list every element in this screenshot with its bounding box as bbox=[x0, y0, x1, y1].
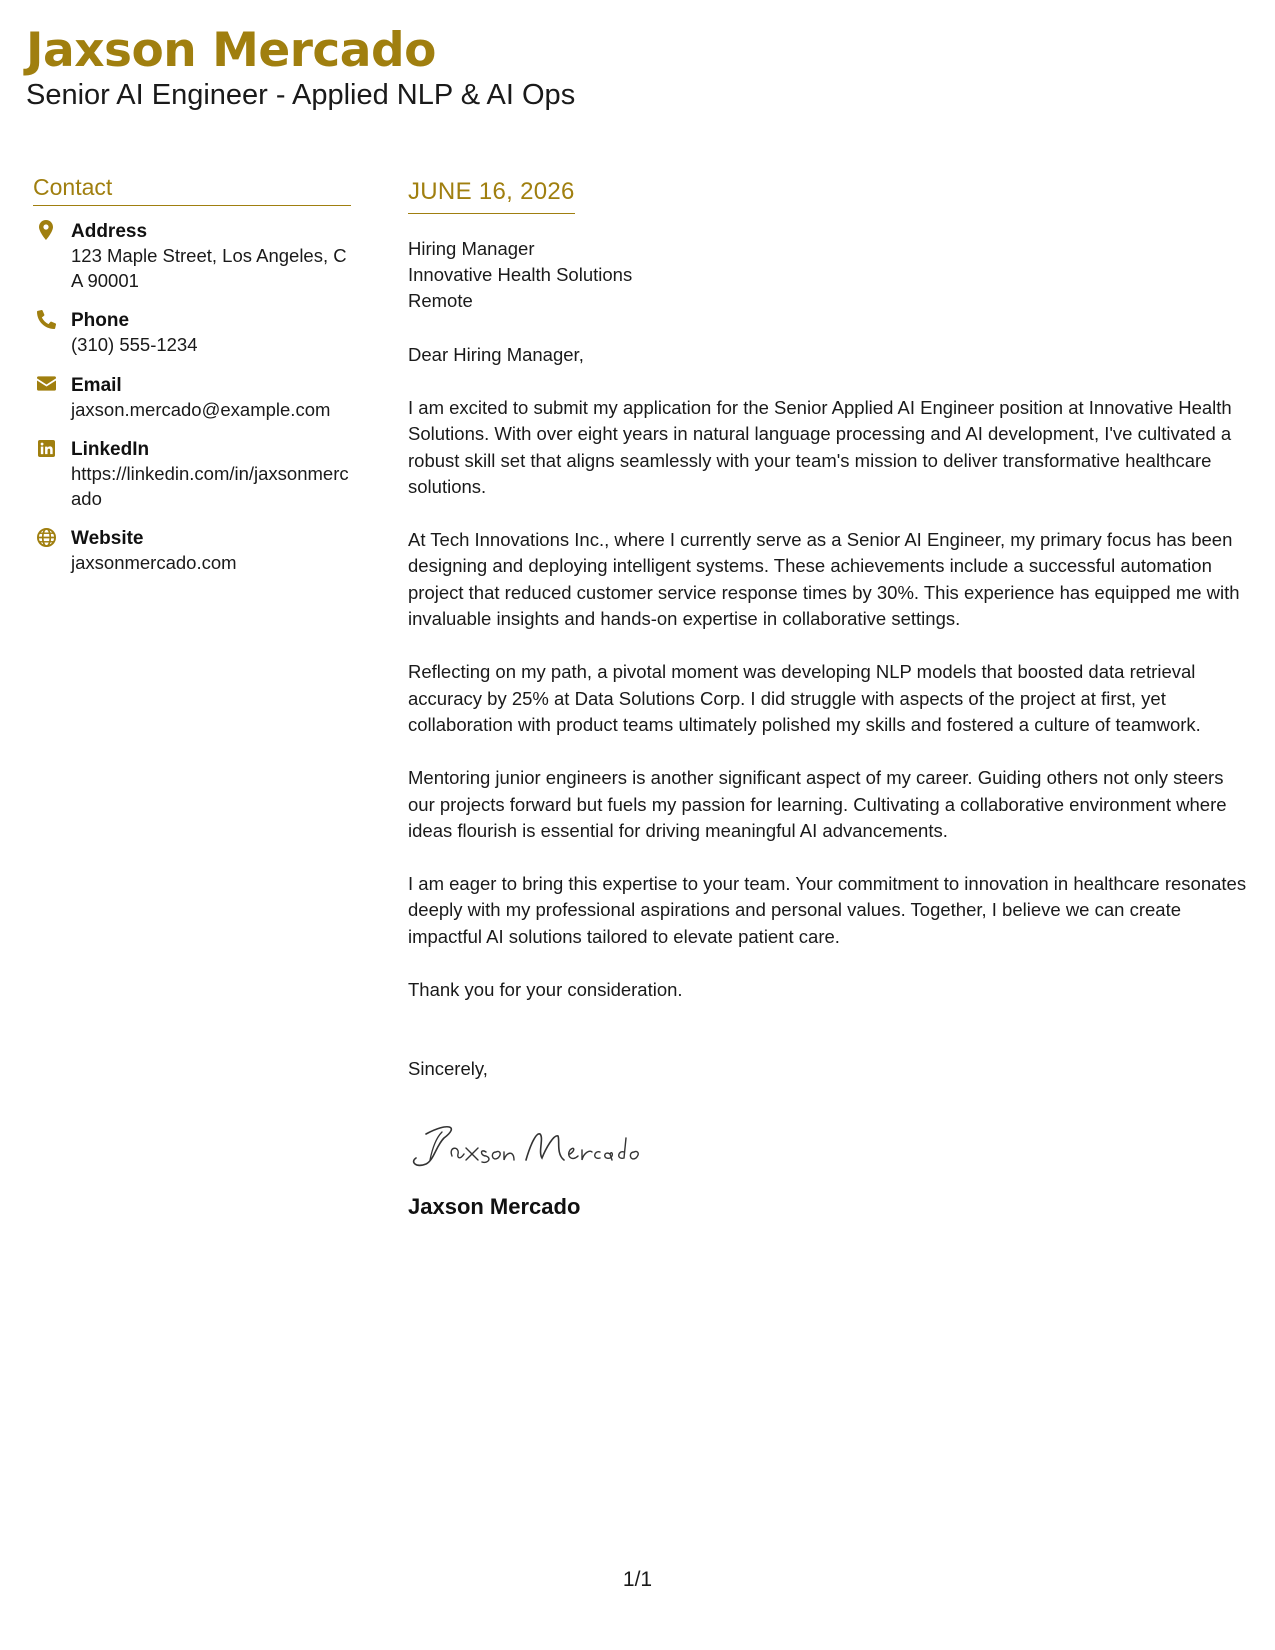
address-value: 123 Maple Street, Los Angeles, CA 90001 bbox=[71, 245, 347, 291]
salutation: Dear Hiring Manager, bbox=[408, 344, 584, 365]
linkedin-value[interactable]: https://linkedin.com/in/jaxsonmercado bbox=[71, 463, 349, 509]
contact-item-phone bbox=[33, 308, 351, 358]
signer-name: Jaxson Mercado bbox=[408, 1194, 581, 1220]
letter-paragraph: Thank you for your consideration. bbox=[408, 979, 683, 1001]
letter-paragraph: Reflecting on my path, a pivotal moment was developing NLP models that boosted data retrieval accuracy by 25% at Data Solutions Corp. I did struggle with aspects of the project at first, yet collaboration with product teams ultimately polished my skills and fostered a culture of teamwork. bbox=[408, 661, 1201, 735]
recipient-line: Innovative Health Solutions bbox=[408, 264, 633, 285]
letter-body bbox=[408, 178, 1253, 1220]
closing: Sincerely, bbox=[408, 1058, 488, 1080]
envelope-icon bbox=[35, 373, 57, 395]
website-label: Website bbox=[71, 528, 144, 549]
contact-item-address bbox=[33, 219, 351, 293]
page-number: 1/1 bbox=[622, 1568, 653, 1591]
website-value[interactable]: jaxsonmercado.com bbox=[71, 552, 237, 573]
recipient-line: Hiring Manager bbox=[408, 238, 535, 259]
map-pin-icon bbox=[35, 219, 57, 241]
applicant-title: Senior AI Engineer - Applied NLP & AI Ops bbox=[26, 79, 576, 111]
contact-item-linkedin bbox=[33, 437, 351, 511]
letter-paragraph: I am excited to submit my application for the Senior Applied AI Engineer position at Innovative Health Solutions. With over eight years in natural language processing and AI development, I've cultivated a robust skill set that aligns seamlessly with your team's mission to deliver transformative healthcare solutions. bbox=[408, 397, 1232, 497]
linkedin-icon bbox=[35, 437, 57, 459]
globe-icon bbox=[35, 526, 57, 548]
phone-value: (310) 555-1234 bbox=[71, 334, 198, 355]
contact-item-email bbox=[33, 373, 351, 423]
contact-sidebar bbox=[33, 174, 351, 591]
email-label: Email bbox=[71, 374, 122, 396]
letter-paragraph: I am eager to bring this expertise to your team. Your commitment to innovation in healthcare resonates deeply with my professional aspirations and personal values. Together, I believe we can create impactful AI solutions tailored to elevate patient care. bbox=[408, 873, 1247, 947]
letter-date: JUNE 16, 2026 bbox=[408, 178, 575, 214]
applicant-name: Jaxson Mercado bbox=[26, 23, 436, 78]
letter-paragraph: Mentoring junior engineers is another significant aspect of my career. Guiding others not only steers our projects forward but fuels my passion for learning. Cultivating a collaborative environment where ideas flourish is essential for driving meaningful AI advancements. bbox=[408, 767, 1227, 841]
linkedin-label: LinkedIn bbox=[71, 439, 150, 460]
address-label: Address bbox=[71, 221, 148, 242]
recipient-line: Remote bbox=[408, 290, 473, 311]
phone-label: Phone bbox=[71, 310, 130, 331]
email-value[interactable]: jaxson.mercado@example.com bbox=[71, 398, 331, 420]
contact-heading: Contact bbox=[33, 174, 351, 206]
contact-item-website bbox=[33, 526, 351, 576]
phone-icon bbox=[35, 308, 57, 330]
handwritten-signature bbox=[408, 1116, 1253, 1176]
letter-paragraph: At Tech Innovations Inc., where I currently serve as a Senior AI Engineer, my primary focus has been designing and deploying intelligent systems. These achievements include a successful automation project that reduced customer service response times by 30%. This experience has equipped me with invaluable insights and hands-on expertise in collaborative settings. bbox=[408, 529, 1240, 630]
recipient-block bbox=[408, 236, 1253, 314]
letter-header bbox=[26, 22, 575, 112]
